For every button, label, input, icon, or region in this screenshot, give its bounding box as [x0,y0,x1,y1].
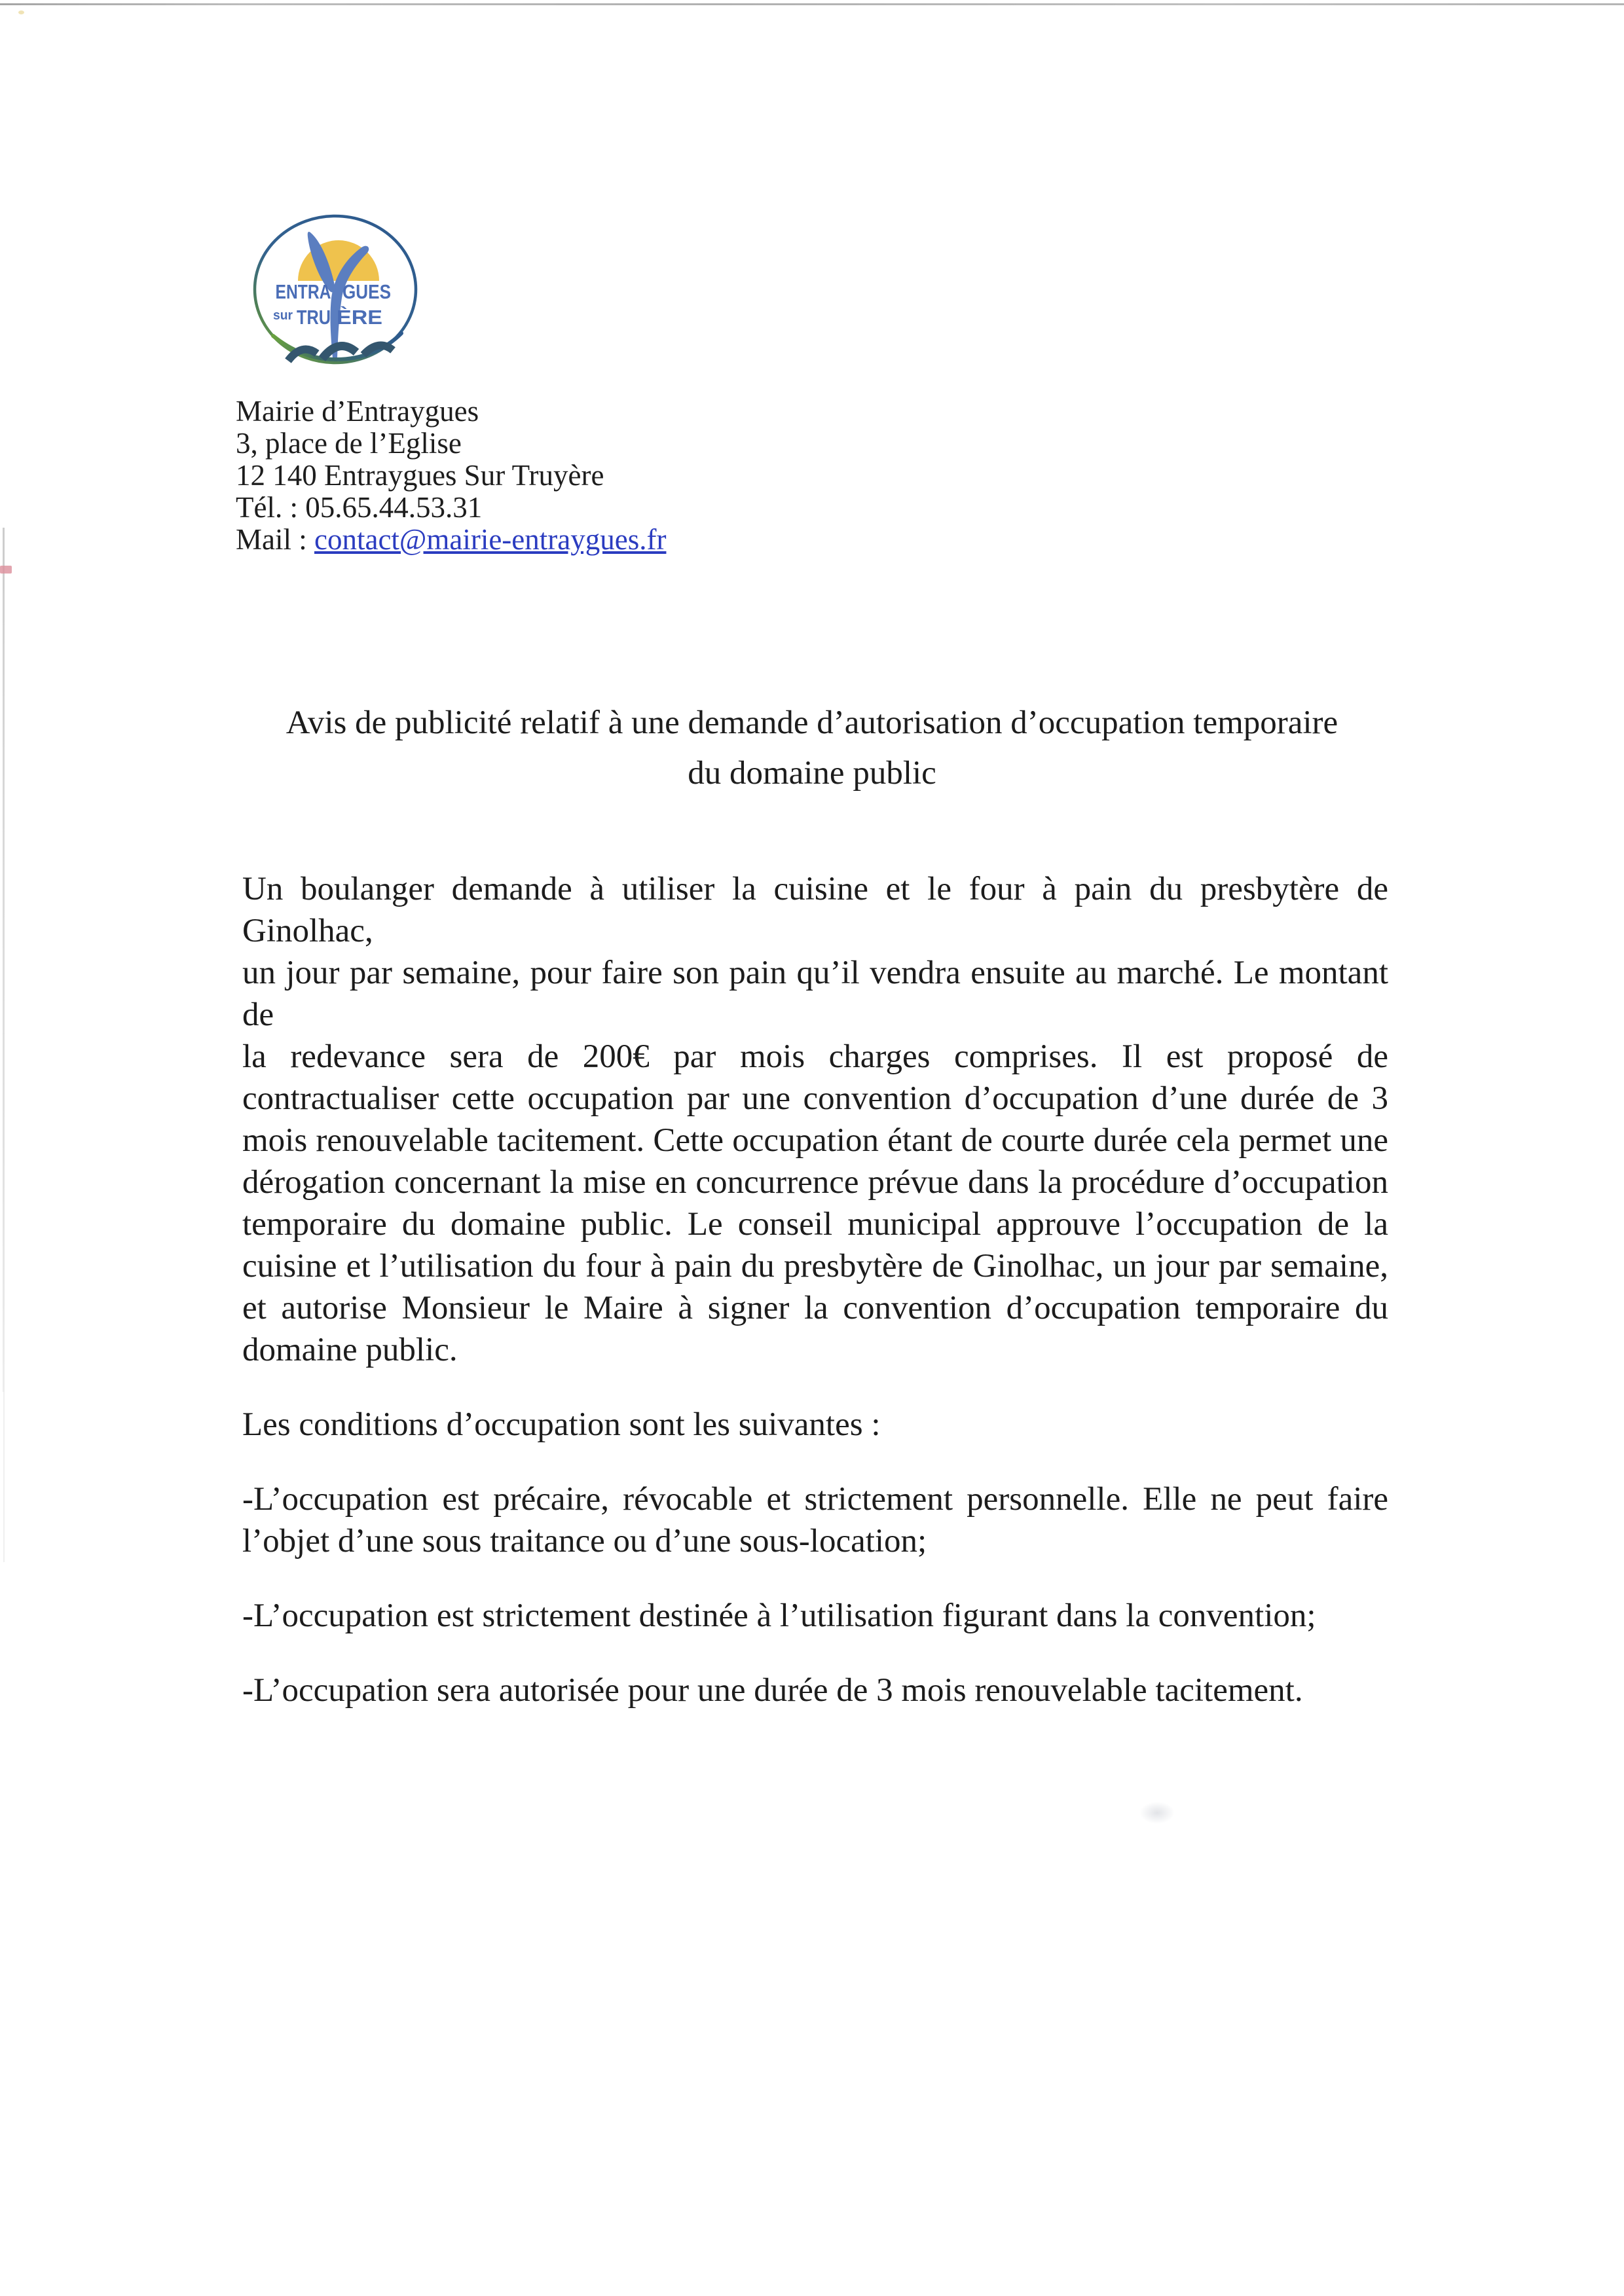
paragraph-condition-duration [242,1669,1388,1711]
scan-artifact-smudge [1139,1802,1175,1824]
paragraph-condition-precarious [242,1478,1388,1562]
document-title-line-1: Avis de publicité relatif à une demande d’autorisation d’occupation temporaire [286,704,1338,741]
logo-text-sur: sur [273,308,293,323]
text-line: l’objet d’une sous traitance ou d’une sous-location; [242,1523,927,1559]
text-line: -L’occupation sera autorisée pour une durée de 3 mois renouvelable tacitement. [242,1672,1303,1709]
text-line: un jour par semaine, pour faire son pain qu’il vendra ensuite au marché. Le montant de [242,955,1388,1033]
email-label: Mail : [236,523,314,556]
sender-street: 3, place de l’Eglise [236,427,462,460]
text-line: Un boulanger demande à utiliser la cuisine et le four à pain du presbytère de Ginolhac, [242,871,1388,949]
text-line: mois renouvelable tacitement. Cette occupation étant de courte durée cela permet une [242,1122,1388,1159]
text-line: dérogation concernant la mise en concurrence prévue dans la procédure d’occupation [242,1164,1388,1201]
text-line: la redevance sera de 200€ par mois charges comprises. Il est proposé de [242,1038,1388,1075]
sender-address-block [236,395,666,556]
text-line: cuisine et l’utilisation du four à pain du presbytère de Ginolhac, un jour par semaine, [242,1248,1388,1285]
logo-text-ere: ÈRE [337,306,382,329]
text-line: et autorise Monsieur le Maire à signer la convention d’occupation temporaire du [242,1290,1388,1326]
logo-text-entra: ENTRA [275,280,331,303]
scan-artifact-left-line [3,528,5,1392]
text-line: -L’occupation est précaire, révocable et strictement personnelle. Elle ne peut faire [242,1481,1388,1518]
sender-city: 12 140 Entraygues Sur Truyère [236,459,604,492]
text-line: Les conditions d’occupation sont les suivantes : [242,1406,881,1443]
email-link[interactable]: contact@mairie-entraygues.fr [314,523,667,556]
document-title [239,698,1385,799]
sender-email-line [236,524,666,556]
text-line: temporaire du domaine public. Le conseil municipal approuve l’occupation de la [242,1206,1388,1243]
sender-phone: Tél. : 05.65.44.53.31 [236,491,483,524]
document-body [242,868,1388,1711]
text-line: -L’occupation est strictement destinée à l’utilisation figurant dans la convention; [242,1597,1316,1634]
document-title-line-2: du domaine public [688,755,936,792]
paragraph-condition-usage [242,1595,1388,1637]
logo-text-gues: GUES [342,280,391,303]
logo-text-tru: TRU [297,306,331,329]
scan-artifact-top-line [0,3,1624,5]
text-line: contractualiser cette occupation par une convention d’occupation d’une durée de 3 [242,1080,1388,1117]
entraygues-sur-truyere-logo [251,213,420,367]
scan-artifact-left-line-faint [3,1392,5,1562]
text-line: domaine public. [242,1332,458,1368]
paragraph-occupation-request [242,868,1388,1371]
sender-name: Mairie d’Entraygues [236,395,479,428]
paragraph-conditions-intro [242,1404,1388,1446]
scan-artifact-yellow-speck [18,10,24,14]
scan-artifact-pink-speck [0,566,12,574]
